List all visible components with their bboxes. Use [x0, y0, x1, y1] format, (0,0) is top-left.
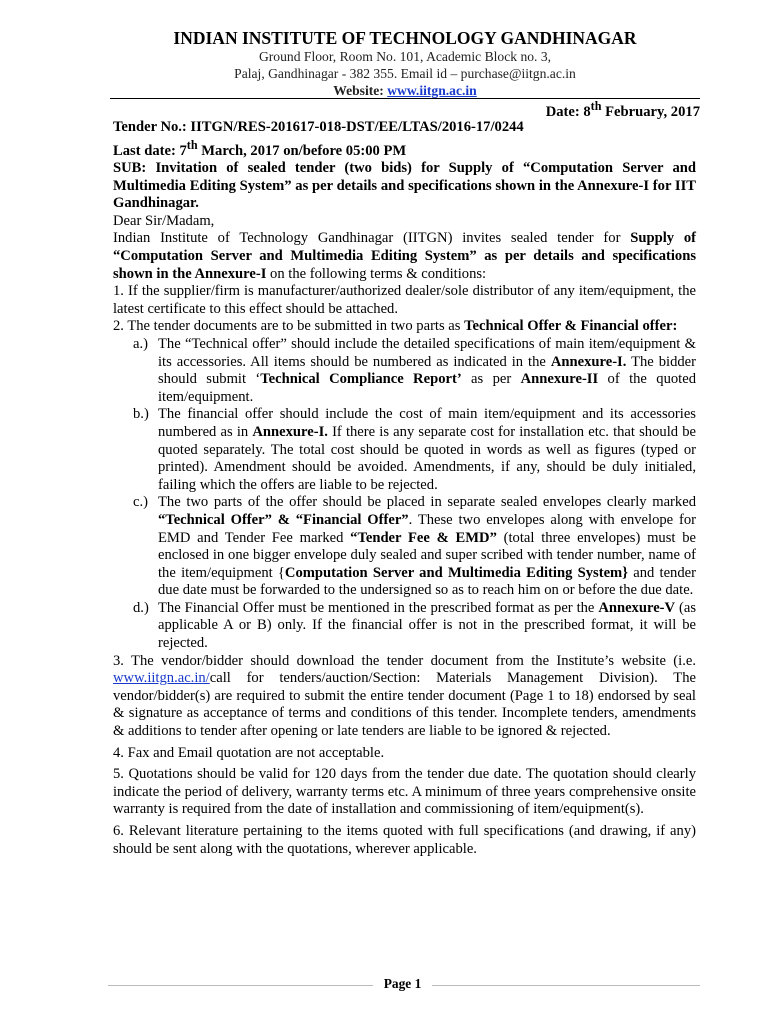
item-text: and tender due date must be forwarded to the undersigned so as to reach him on or before the due date. [158, 564, 696, 599]
list-label: b.) [133, 406, 149, 423]
clause-3-text-end: call for tenders/auction/Section: Materials Management Division). The vendor/bidder(s) are required to submit the entire tender document (Page 1 to 18) endorsed by seal & signature as acceptance of terms and conditions of this tender. Incomplete tenders, amendments & additions to tender after opening or late tenders are liable to be ignored & rejected. [113, 670, 696, 740]
list-item-c [113, 494, 696, 600]
last-date [113, 137, 696, 160]
document-date [546, 99, 700, 121]
intro-text: Indian Institute of Technology Gandhinagar (IITGN) invites sealed tender for [113, 230, 631, 247]
intro-bold: Supply of “Computation Server and Multimedia Editing System” as per details and specifications shown in the Annexure-I [113, 230, 696, 282]
website-inline-link[interactable]: www.iitgn.ac.in/ [113, 670, 210, 687]
clause-3-text: 3. The vendor/bidder should download the tender document from the Institute’s website (i.e. [113, 652, 696, 669]
clause-5: 5. Quotations should be valid for 120 days from the tender due date. The quotation should clearly indicate the period of delivery, warranty terms etc. A minimum of three years comprehensive onsite warranty is required from the date of installation and commissioning of item/equipment(s). [113, 766, 696, 818]
list-label: c.) [133, 494, 148, 511]
item-text: The bidder should submit ‘ [158, 353, 696, 388]
footer-divider-left [108, 985, 373, 986]
list-item-d [113, 600, 696, 653]
item-bold: Annexure-II [520, 371, 599, 388]
clause-1: 1. If the supplier/firm is manufacturer/authorized dealer/sole distributor of any item/equipment, the latest certificate to this effect should be attached. [113, 283, 696, 317]
item-text: If there is any separate cost for installation etc. that should be quoted separately. The total cost should be quoted in words as well as figures (typed or printed). Amendment should be avoided. Amendments, if any, should be duly initialed, failing which the offers are liable to be rejected. [158, 423, 696, 493]
date-day: Date: 8 [545, 103, 591, 120]
item-text: (as applicable A or B) only. If the financial offer is not in the prescribed format, it will be rejected. [158, 599, 696, 652]
item-bold: Computation Server and Multimedia Editing System} [284, 564, 628, 581]
item-bold: Technical Compliance Report’ [260, 371, 462, 388]
item-text: of the quoted item/equipment. [158, 371, 696, 405]
clause-2-bold: Technical Offer & Financial offer: [464, 318, 678, 335]
document-body [113, 119, 696, 858]
clause-2-text: 2. The tender documents are to be submitted in two parts as [113, 318, 465, 335]
list-label: a.) [133, 335, 148, 352]
footer-divider-right [432, 985, 700, 986]
item-text: The two parts of the offer should be placed in separate sealed envelopes clearly marked [158, 494, 696, 511]
item-text: The financial offer should include the cost of main item/equipment and its accessories numbered as in [158, 406, 696, 440]
address-line-1: Ground Floor, Room No. 101, Academic Block no. 3, [258, 49, 552, 64]
list-item-b [113, 406, 696, 494]
clause-6: 6. Relevant literature pertaining to the items quoted with full specifications (and drawing, if any) should be sent along with the quotations, wherever applicable. [113, 823, 696, 857]
item-text: The “Technical offer” should include the detailed specifications of main item/equipment & its accessories. All items should be numbered as indicated in the [158, 335, 696, 370]
list-label: d.) [133, 599, 149, 616]
item-bold: “Tender Fee & EMD” [350, 529, 497, 546]
clause-4: 4. Fax and Email quotation are not acceptable. [113, 744, 385, 761]
item-text: as per [461, 371, 521, 388]
item-bold: Annexure-I. [550, 353, 627, 370]
item-text: . These two envelopes along with envelope for EMD and Tender Fee marked [158, 511, 696, 546]
item-text: The Financial Offer must be mentioned in the prescribed format as per the [158, 599, 599, 616]
item-text: (total three envelopes) must be enclosed in one bigger envelope duly sealed and super scribed with tender number, name of the item/equipment { [158, 529, 696, 581]
list-item-a [113, 336, 696, 406]
date-ordinal: th [590, 99, 602, 113]
page-number: Page 1 [383, 976, 422, 991]
item-bold: “Technical Offer” & “Financial Offer” [158, 511, 409, 528]
subject-line: SUB: Invitation of sealed tender (two bids) for Supply of “Computation Server and Multimedia Editing System” as per details and specifications shown in the Annexure-I for IIT Gandhinagar. [113, 160, 696, 212]
institute-name: INDIAN INSTITUTE OF TECHNOLOGY GANDHINAGAR [173, 28, 637, 48]
intro-paragraph [113, 230, 696, 283]
website-link[interactable]: www.iitgn.ac.in [387, 83, 477, 98]
item-bold: Annexure-I. [252, 423, 328, 440]
last-date-day: Last date: 7 [113, 142, 187, 159]
item-bold: Annexure-V [598, 599, 676, 616]
website-label: Website: [333, 83, 388, 98]
clause-2 [113, 318, 696, 336]
salutation: Dear Sir/Madam, [113, 212, 215, 229]
website-line [110, 82, 700, 99]
address-line-2: Palaj, Gandhinagar - 382 355. Email id – purchase@iitgn.ac.in [234, 66, 576, 81]
date-month-year: February, 2017 [601, 103, 700, 120]
tender-number: Tender No.: IITGN/RES-201617-018-DST/EE/LTAS/2016-17/0244 [113, 119, 524, 135]
last-date-rest: March, 2017 on/before 05:00 PM [197, 142, 407, 159]
intro-text-end: on the following terms & conditions: [266, 265, 487, 282]
clause-3 [113, 653, 696, 741]
last-date-ordinal: th [186, 137, 198, 152]
